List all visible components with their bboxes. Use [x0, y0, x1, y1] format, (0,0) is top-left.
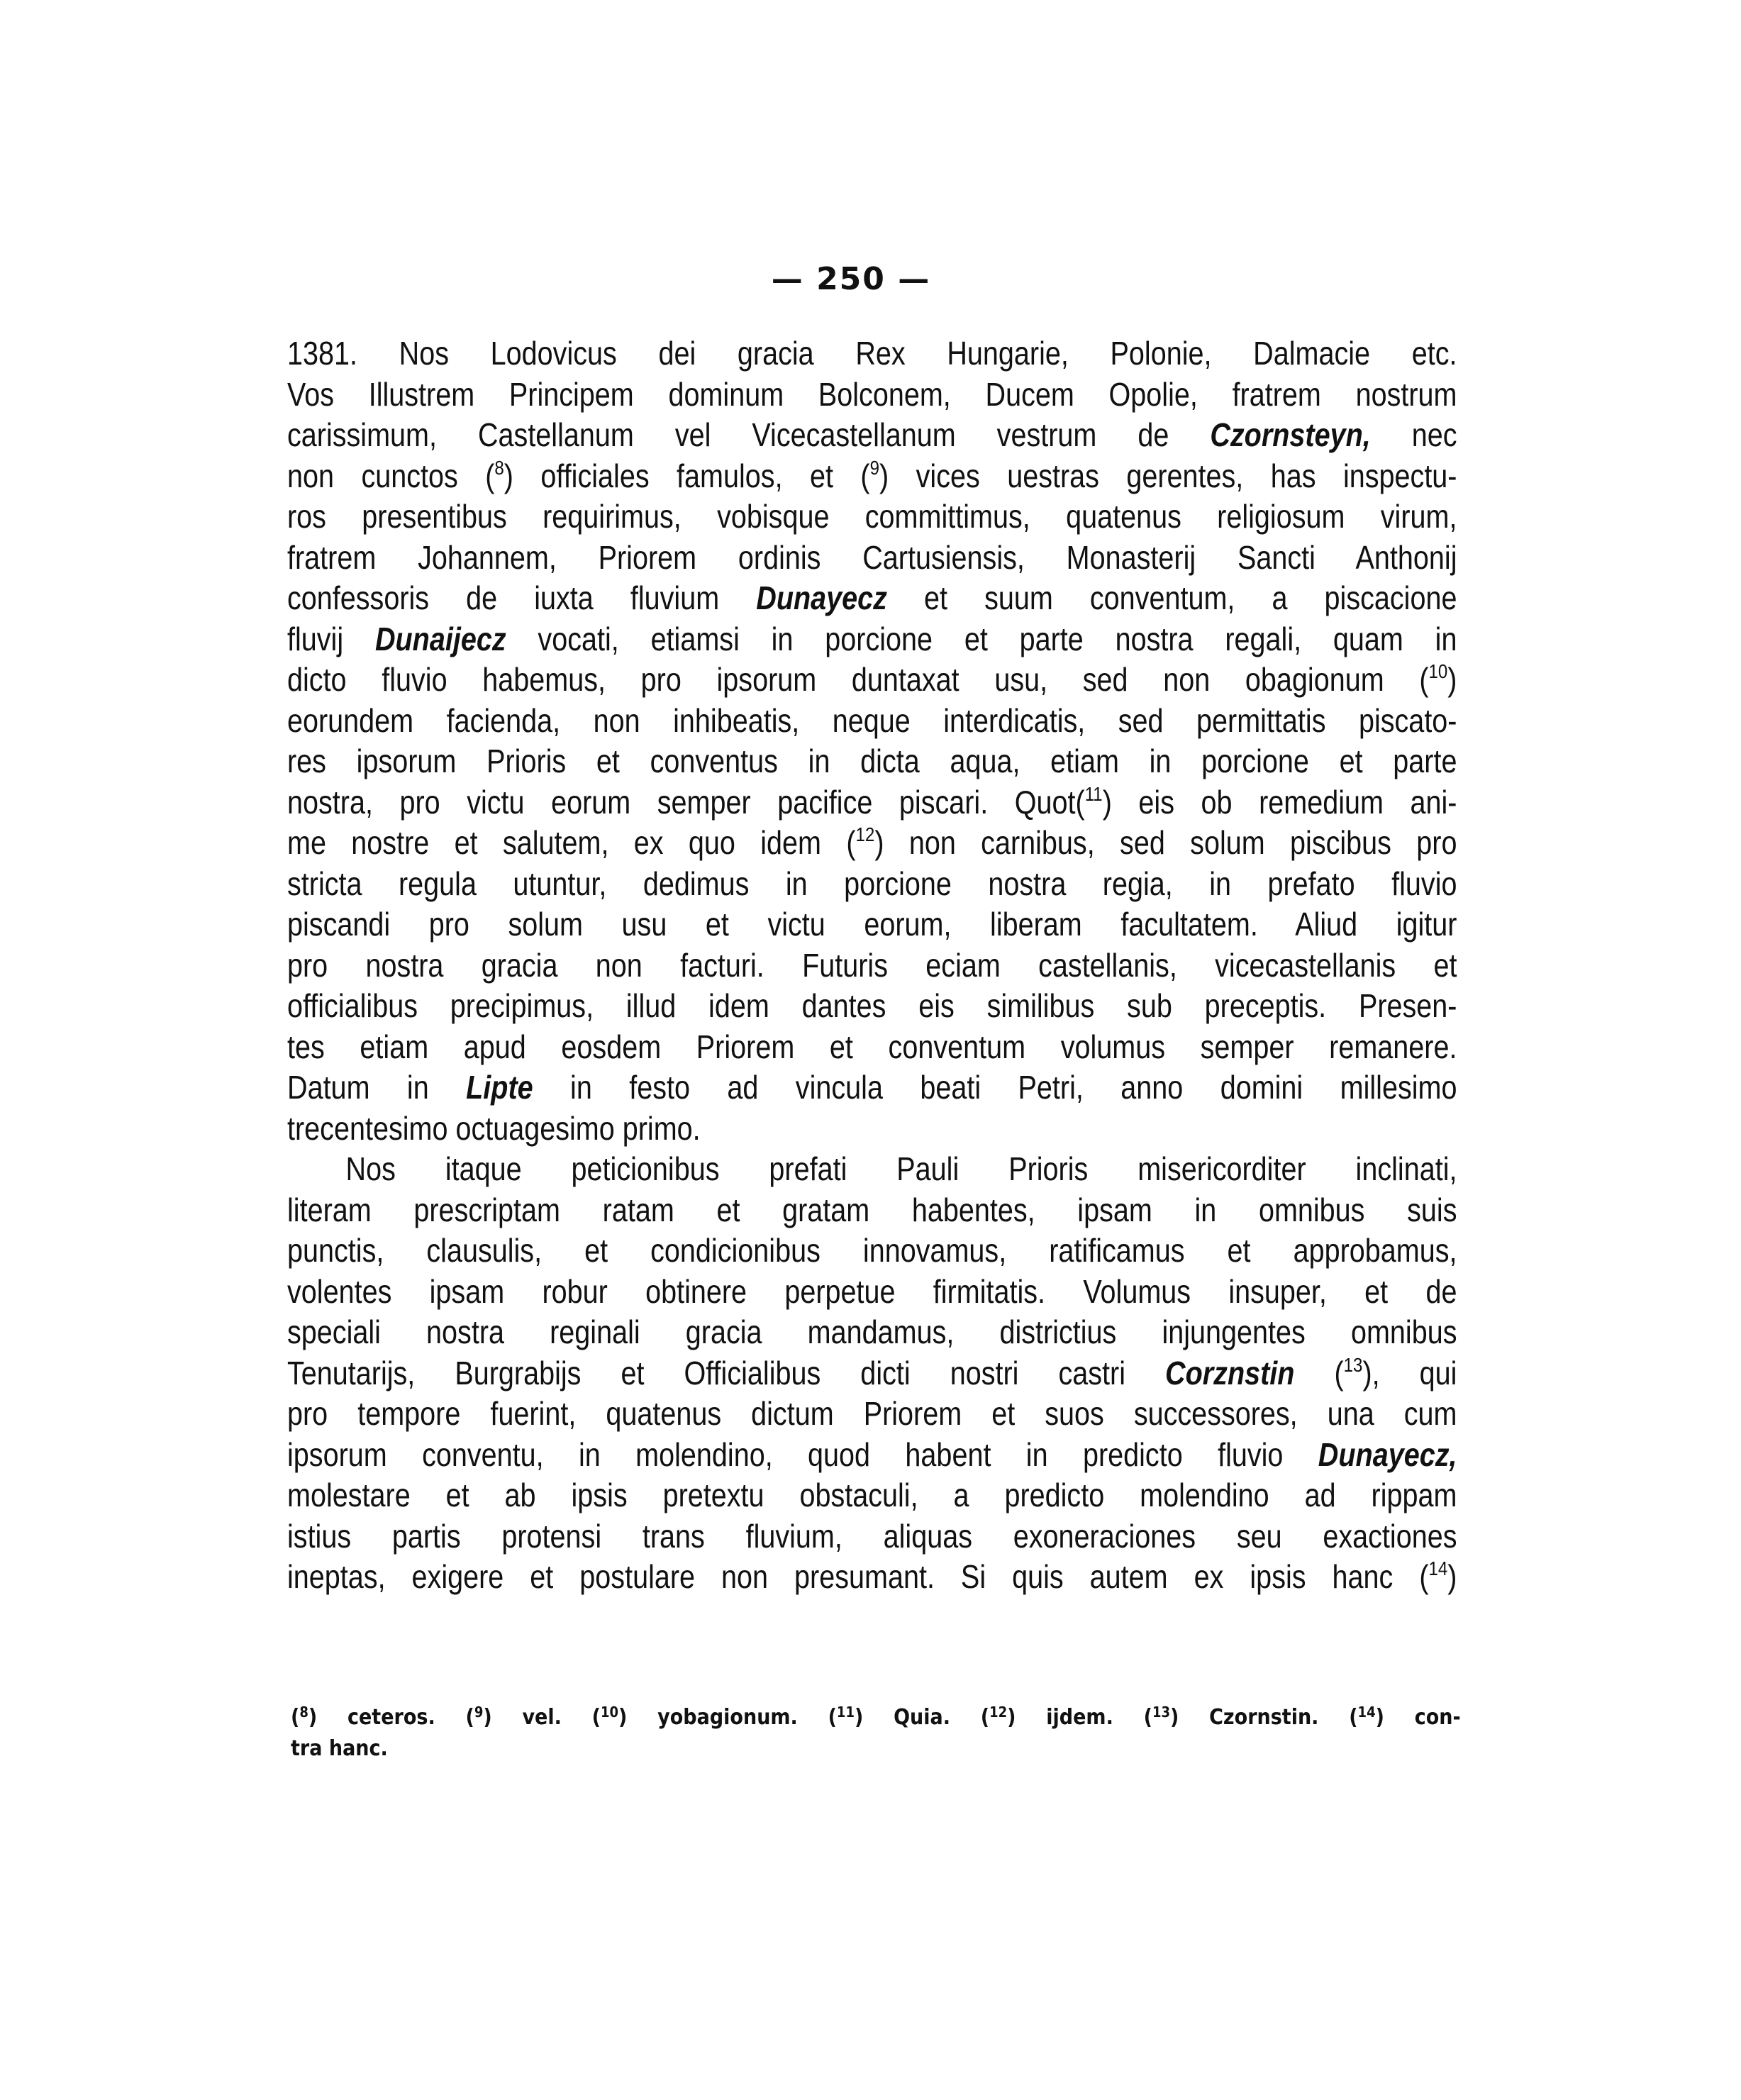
text-span: et suum conventum, a piscacione — [886, 579, 1457, 616]
text-line — [287, 660, 1457, 701]
text-span: ) Czornstin. ( — [1170, 1705, 1358, 1730]
text-line — [287, 1067, 1457, 1109]
place-name: Dunayecz, — [1318, 1435, 1457, 1473]
text-line — [287, 333, 1457, 374]
text-line — [287, 1557, 1457, 1598]
footnote-number: 11 — [836, 1704, 855, 1721]
text-span: ( — [291, 1705, 300, 1730]
text-line — [287, 1394, 1457, 1435]
text-line — [287, 1027, 1457, 1068]
text-span: Vos Illustrem Principem dominum Bolconem, Ducem Opolie, fratrem nostrum — [287, 375, 1457, 413]
text-span: ) — [1447, 1558, 1457, 1595]
text-span: molestare et ab ipsis pretextu obstaculi, a predicto molendino ad rippam — [287, 1477, 1457, 1513]
footnote-number: 10 — [600, 1704, 619, 1721]
text-span: Nos Lodovicus dei gracia Rex Hungarie, Polonie, Dalmacie etc. — [357, 335, 1457, 372]
text-line — [287, 1516, 1457, 1557]
text-line — [287, 701, 1457, 742]
text-line — [287, 945, 1457, 987]
text-span: fratrem Johannem, Priorem ordinis Cartusiensis, Monasterij Sancti Anthonij — [287, 538, 1457, 576]
text-span: ) ceteros. ( — [308, 1705, 474, 1730]
text-span: tes etiam apud eosdem Priorem et conventum volumus semper remanere. — [287, 1028, 1457, 1065]
footnote-line — [291, 1702, 1461, 1733]
footnote-ref: 8 — [494, 456, 504, 479]
text-span: ipsorum conventu, in molendino, quod habent in predicto fluvio — [287, 1435, 1318, 1473]
text-span: istius partis protensi trans fluvium, aliquas exoneraciones seu exactiones — [287, 1517, 1457, 1555]
text-span: punctis, clausulis, et condicionibus innovamus, ratificamus et approbamus, — [287, 1232, 1457, 1269]
text-line — [287, 904, 1457, 945]
place-name: Corznstin — [1165, 1354, 1295, 1391]
text-line — [287, 1435, 1457, 1476]
text-line — [287, 415, 1457, 456]
text-span: Datum in — [287, 1069, 467, 1106]
text-span: trecentesimo octuagesimo primo. — [287, 1109, 701, 1147]
text-span: res ipsorum Prioris et conventus in dicta aqua, etiam in porcione et parte — [287, 743, 1457, 779]
text-line — [287, 1475, 1457, 1516]
text-span: nostra, pro victu eorum semper pacifice piscari. Quot( — [287, 783, 1085, 821]
place-name: Czornsteyn, — [1210, 416, 1371, 453]
text-span: literam prescriptam ratam et gratam habentes, ipsam in omnibus suis — [287, 1191, 1457, 1228]
text-line — [287, 538, 1457, 579]
text-span: ) con- — [1375, 1705, 1461, 1730]
text-line — [287, 374, 1457, 416]
text-line — [287, 619, 1457, 660]
text-line — [287, 1109, 1457, 1150]
text-span: ) vel. ( — [483, 1705, 601, 1730]
text-line — [287, 1353, 1457, 1394]
text-span: tra hanc. — [291, 1736, 388, 1761]
footnote-number: 9 — [474, 1704, 484, 1721]
place-name: Dunaijecz — [374, 620, 506, 657]
footnote-ref: 12 — [855, 823, 875, 845]
place-name: Dunayecz — [756, 579, 887, 616]
text-span: officialibus precipimus, illud idem dantes eis similibus sub preceptis. Presen- — [287, 987, 1457, 1024]
text-span: vocati, etiamsi in porcione et parte nostra regali, quam in — [506, 620, 1457, 657]
text-line — [287, 1149, 1457, 1190]
text-span: ), qui — [1362, 1354, 1457, 1391]
text-span: me nostre et salutem, ex quo idem ( — [287, 824, 856, 861]
text-span: ) eis ob remedium ani- — [1102, 783, 1457, 821]
text-line — [287, 456, 1457, 497]
text-span: Tenutarijs, Burgrabijs et Officialibus dicti nostri castri — [287, 1354, 1166, 1391]
footnote-number: 12 — [989, 1704, 1008, 1721]
footnote-line — [291, 1733, 1461, 1765]
text-span: non cunctos ( — [287, 457, 495, 494]
footnote-ref: 13 — [1343, 1353, 1363, 1376]
text-span: ) officiales famulos, et ( — [504, 457, 870, 494]
text-span: ) vices uestras gerentes, has inspectu- — [879, 457, 1457, 494]
year-marker: 1381. — [287, 335, 358, 372]
footnote-number: 14 — [1357, 1704, 1376, 1721]
place-name: Lipte — [466, 1069, 533, 1106]
text-span: ros presentibus requirimus, vobisque committimus, quatenus religiosum virum, — [287, 498, 1457, 535]
text-span: speciali nostra reginali gracia mandamus, districtius injungentes omnibus — [287, 1313, 1457, 1350]
text-span: stricta regula utuntur, dedimus in porcione nostra regia, in prefato fluvio — [287, 865, 1457, 902]
text-span: nec — [1370, 416, 1457, 453]
text-span: pro tempore fuerint, quatenus dictum Priorem et suos successores, una cum — [287, 1395, 1457, 1432]
page-number: — 250 — — [771, 261, 931, 297]
text-span: ) Quia. ( — [854, 1705, 990, 1730]
text-line — [287, 741, 1457, 782]
footnote-number: 8 — [299, 1704, 308, 1721]
text-span: carissimum, Castellanum vel Vicecastellanum vestrum de — [287, 416, 1211, 453]
main-text — [287, 333, 1457, 1598]
text-span: volentes ipsam robur obtinere perpetue firmitatis. Volumus insuper, et de — [287, 1272, 1457, 1310]
text-line — [287, 986, 1457, 1027]
text-span: piscandi pro solum usu et victu eorum, liberam facultatem. Aliud igitur — [287, 906, 1457, 943]
text-span: ( — [1294, 1354, 1344, 1391]
text-span: ) ijdem. ( — [1007, 1705, 1152, 1730]
text-span: confessoris de iuxta fluvium — [287, 579, 757, 616]
text-line — [287, 1312, 1457, 1353]
text-span: ) yobagionum. ( — [618, 1705, 837, 1730]
text-span: eorundem facienda, non inhibeatis, neque interdicatis, sed permittatis piscato- — [287, 701, 1457, 739]
footnote-ref: 14 — [1428, 1557, 1448, 1579]
text-line — [287, 578, 1457, 619]
text-span: ) non carnibus, sed solum piscibus pro — [874, 824, 1457, 861]
text-span: in festo ad vincula beati Petri, anno domini millesimo — [533, 1069, 1457, 1106]
text-span: ineptas, exigere et postulare non presumant. Si quis autem ex ipsis hanc ( — [287, 1558, 1429, 1595]
text-line — [287, 1230, 1457, 1272]
footnotes — [291, 1702, 1461, 1765]
text-line — [287, 1272, 1457, 1313]
text-span: ) — [1447, 661, 1457, 698]
text-span: fluvij — [287, 620, 375, 657]
text-line — [287, 823, 1457, 864]
text-span: pro nostra gracia non facturi. Futuris eciam castellanis, vicecastellanis et — [287, 946, 1457, 984]
text-line — [287, 864, 1457, 905]
footnote-ref: 11 — [1084, 782, 1103, 805]
footnote-ref: 10 — [1428, 660, 1448, 682]
text-span: Nos itaque peticionibus prefati Pauli Prioris misericorditer inclinati, — [345, 1150, 1457, 1187]
footnote-ref: 9 — [869, 456, 880, 479]
text-line — [287, 782, 1457, 823]
text-line — [287, 496, 1457, 538]
footnote-number: 13 — [1152, 1704, 1171, 1721]
text-span: dicto fluvio habemus, pro ipsorum duntaxat usu, sed non obagionum ( — [287, 661, 1429, 698]
text-line — [287, 1190, 1457, 1231]
